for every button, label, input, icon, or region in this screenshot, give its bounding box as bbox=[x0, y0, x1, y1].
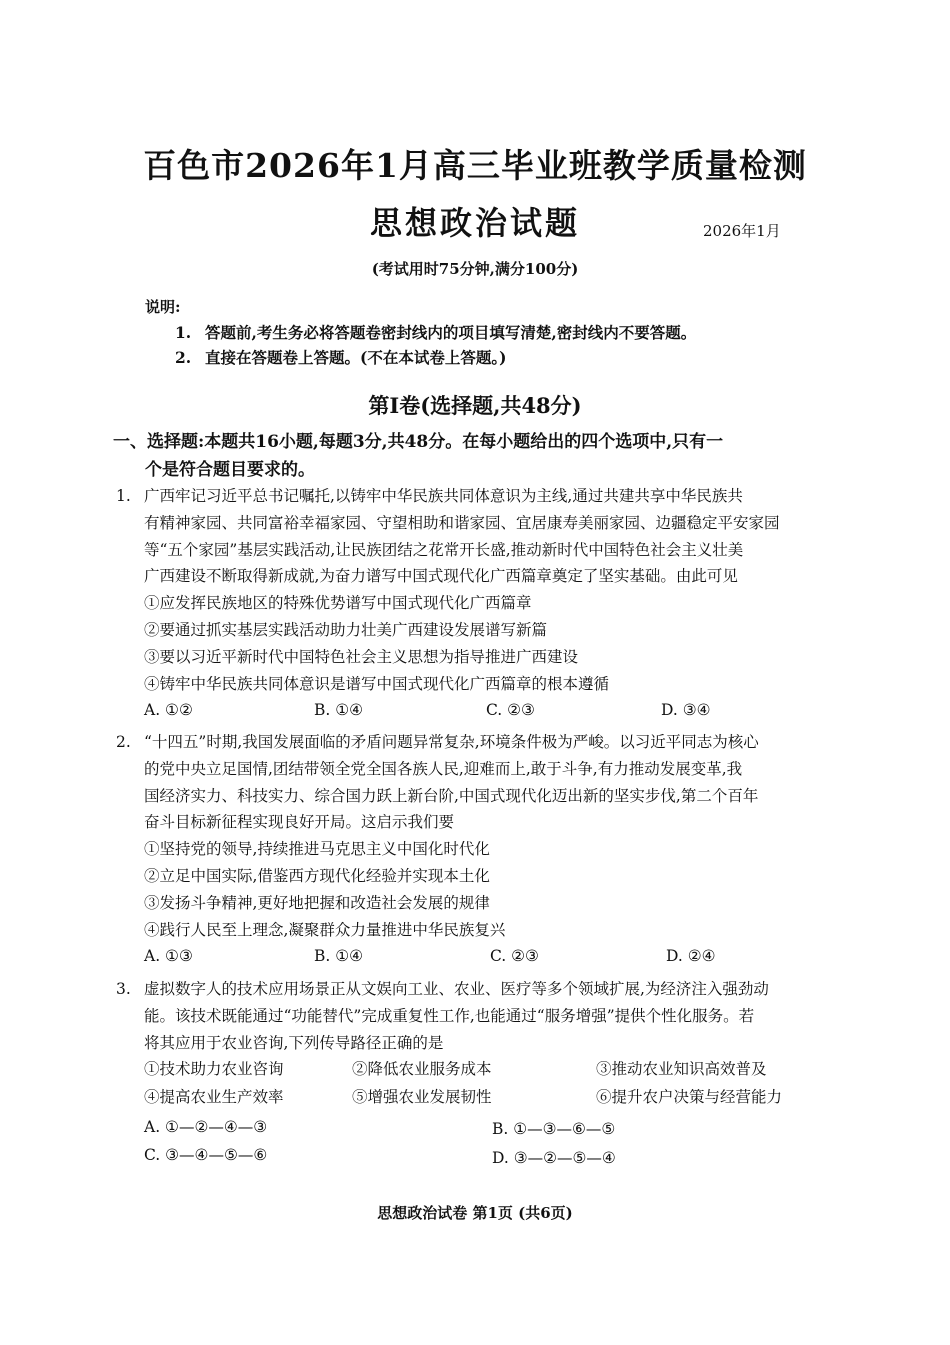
exam-duration-info: (考试用时75分钟,满分100分) bbox=[371, 260, 579, 278]
note-item bbox=[175, 321, 696, 343]
statement: ④铸牢中华民族共同体意识是谱写中国式现代化广西篇章的根本遵循 bbox=[144, 674, 610, 693]
part-heading-line1: 一、选择题:本题共16小题,每题3分,共48分。在每小题给出的四个选项中,只有一 bbox=[113, 432, 724, 452]
question-number: 1. bbox=[116, 487, 131, 505]
step-item: ③推动农业知识高效普及 bbox=[596, 1060, 767, 1079]
question-2 bbox=[116, 729, 836, 969]
option-d[interactable]: D. ③—②—⑤—④ bbox=[492, 1149, 616, 1168]
option-c[interactable]: C. ②③ bbox=[486, 701, 535, 720]
note-text: 直接在答题卷上答题。(不在本试卷上答题。) bbox=[205, 348, 507, 367]
step-item: ⑥提升农户决策与经营能力 bbox=[596, 1088, 783, 1107]
question-text-line: 等“五个家园”基层实践活动,让民族团结之花常开长盛,推动新时代中国特色社会主义壮美 bbox=[144, 540, 744, 559]
answer-options bbox=[116, 1114, 836, 1142]
question-text-line: 将其应用于农业咨询,下列传导路径正确的是 bbox=[144, 1033, 444, 1052]
question-number: 2. bbox=[116, 733, 131, 751]
note-text: 答题前,考生务必将答题卷密封线内的项目填写清楚,密封线内不要答题。 bbox=[205, 323, 697, 342]
question-text-line: 3. 虚拟数字人的技术应用场景正从文娱向工业、农业、医疗等多个领域扩展,为经济注入强劲动 bbox=[116, 976, 836, 1003]
option-a[interactable]: A. ①—②—④—③ bbox=[144, 1118, 268, 1137]
option-c[interactable]: C. ②③ bbox=[490, 947, 539, 966]
page-footer: 思想政治试卷 第1页 (共6页) bbox=[377, 1204, 573, 1222]
question-3 bbox=[116, 976, 836, 1170]
statement: ②立足中国实际,借鉴西方现代化经验并实现本土化 bbox=[144, 866, 490, 885]
question-number: 3. bbox=[116, 980, 131, 998]
statement: ①坚持党的领导,持续推进马克思主义中国化时代化 bbox=[144, 840, 490, 859]
question-text-line: 能。该技术既能通过“功能替代”完成重复性工作,也能通过“服务增强”提供个性化服务。若 bbox=[144, 1006, 755, 1025]
answer-options bbox=[116, 697, 836, 723]
question-text-line: 奋斗目标新征程实现良好开局。这启示我们要 bbox=[144, 813, 455, 832]
option-b[interactable]: B. ①—③—⑥—⑤ bbox=[492, 1120, 616, 1139]
answer-options bbox=[116, 1142, 836, 1170]
statement: ②要通过抓实基层实践活动助力壮美广西建设发展谱写新篇 bbox=[144, 620, 548, 639]
exam-title: 百色市2026年1月高三毕业班教学质量检测 bbox=[143, 146, 807, 185]
step-item: ⑤增强农业发展韧性 bbox=[352, 1088, 492, 1107]
option-b[interactable]: B. ①④ bbox=[314, 701, 364, 720]
part-heading bbox=[113, 428, 833, 484]
step-item: ④提高农业生产效率 bbox=[144, 1088, 284, 1107]
step-row bbox=[116, 1084, 836, 1114]
option-d[interactable]: D. ③④ bbox=[661, 701, 711, 720]
question-text-line: 1. 广西牢记习近平总书记嘱托,以铸牢中华民族共同体意识为主线,通过共建共享中华民族共 bbox=[116, 483, 836, 510]
statement: ①应发挥民族地区的特殊优势谱写中国式现代化广西篇章 bbox=[144, 594, 532, 613]
note-number: 2. bbox=[175, 348, 192, 367]
note-number: 1. bbox=[175, 323, 192, 342]
statement: ③要以习近平新时代中国特色社会主义思想为指导推进广西建设 bbox=[144, 647, 579, 666]
option-a[interactable]: A. ①② bbox=[144, 701, 193, 720]
question-text-line: 国经济实力、科技实力、综合国力跃上新台阶,中国式现代化迈出新的坚实步伐,第二个百年 bbox=[144, 786, 759, 805]
option-c[interactable]: C. ③—④—⑤—⑥ bbox=[144, 1146, 268, 1165]
notes-label: 说明: bbox=[145, 298, 181, 316]
question-text-line: 的党中央立足国情,团结带领全党全国各族人民,迎难而上,敢于斗争,有力推动发展变革,我 bbox=[144, 759, 743, 778]
answer-options bbox=[116, 943, 836, 969]
step-item: ②降低农业服务成本 bbox=[352, 1060, 492, 1079]
question-text-line: 广西建设不断取得新成就,为奋力谱写中国式现代化广西篇章奠定了坚实基础。由此可见 bbox=[144, 567, 738, 586]
part-heading-line2: 个是符合题目要求的。 bbox=[145, 460, 315, 480]
exam-date: 2026年1月 bbox=[703, 222, 781, 240]
statement: ③发扬斗争精神,更好地把握和改造社会发展的规律 bbox=[144, 893, 490, 912]
option-a[interactable]: A. ①③ bbox=[144, 947, 193, 966]
step-item: ①技术助力农业咨询 bbox=[144, 1060, 284, 1079]
question-text-line: 2. “十四五”时期,我国发展面临的矛盾问题异常复杂,环境条件极为严峻。以习近平同志为核心 bbox=[116, 729, 836, 756]
question-1 bbox=[116, 483, 836, 723]
step-row bbox=[116, 1056, 836, 1084]
subject-title: 思想政治试题 bbox=[369, 204, 580, 242]
question-text-line: 有精神家园、共同富裕幸福家园、守望相助和谐家园、宜居康寿美丽家园、边疆稳定平安家园 bbox=[144, 513, 780, 532]
section-title: 第I卷(选择题,共48分) bbox=[368, 393, 582, 418]
option-b[interactable]: B. ①④ bbox=[314, 947, 364, 966]
statement: ④践行人民至上理念,凝聚群众力量推进中华民族复兴 bbox=[144, 920, 506, 939]
option-d[interactable]: D. ②④ bbox=[666, 947, 716, 966]
note-item bbox=[175, 346, 506, 368]
